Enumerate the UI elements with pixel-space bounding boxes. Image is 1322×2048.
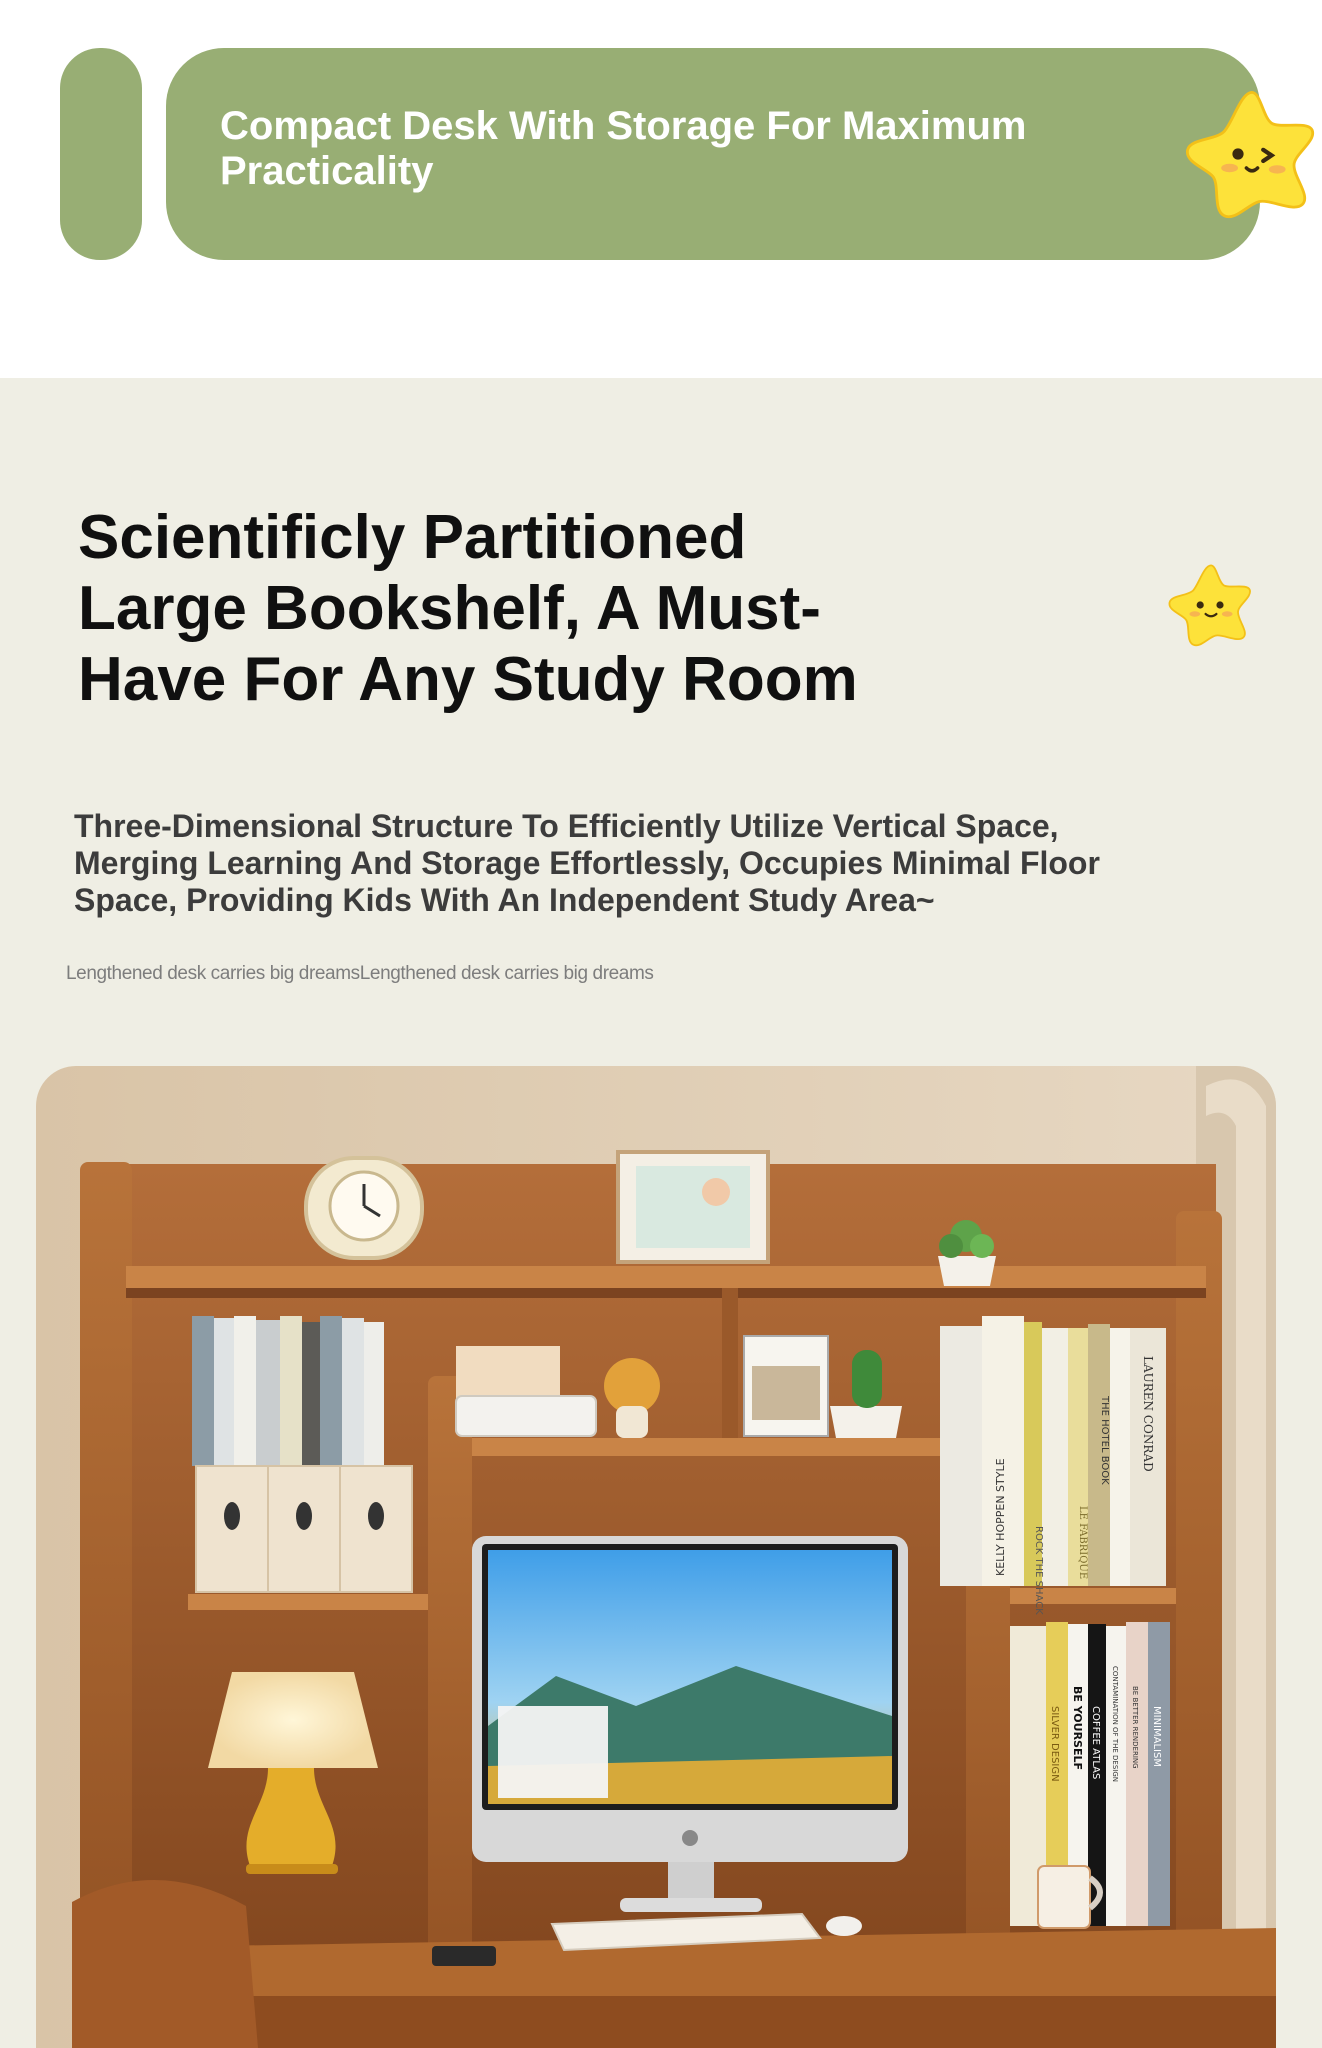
- book-title-silver: SILVER DESIGN: [1049, 1706, 1060, 1782]
- book-title-kelly: KELLY HOPPEN STYLE: [994, 1458, 1007, 1576]
- desk-bookshelf-illustration: [36, 1066, 1276, 2048]
- star-mascot-icon: [1166, 560, 1256, 650]
- book-title-hotel: THE HOTEL BOOK: [1099, 1396, 1110, 1485]
- section-subheading: Three-Dimensional Structure To Efficiently Utilize Vertical Space, Merging Learning And Storage Effortlessly, Occupies Minimal Floor Space, Providing Kids With An Independent Study Area~: [74, 808, 1100, 918]
- banner-side-pill: [60, 48, 142, 260]
- book-title-rock: ROCK THE SHACK: [1033, 1526, 1044, 1615]
- book-title-fabrique: LE FABRIQUE: [1077, 1506, 1088, 1580]
- title-banner: [166, 48, 1260, 260]
- section-caption: Lengthened desk carries big dreamsLengthened desk carries big dreams: [66, 963, 654, 984]
- book-title-contamination: CONTAMINATION OF THE DESIGN: [1111, 1666, 1119, 1782]
- feature-section: [0, 378, 1322, 2048]
- star-mascot-icon: [1182, 84, 1322, 224]
- book-title-minimalism: MINIMALISM: [1151, 1706, 1162, 1767]
- book-title-beyourself: BE YOURSELF: [1071, 1686, 1084, 1771]
- banner-title: Compact Desk With Storage For Maximum Practicality: [220, 104, 1027, 193]
- book-title-lauren: LAUREN CONRAD: [1141, 1356, 1155, 1472]
- clock-icon: [306, 1158, 422, 1258]
- section-heading: Scientificly Partitioned Large Bookshelf, A Must-Have For Any Study Room: [78, 503, 858, 714]
- product-photo: [36, 1066, 1276, 2048]
- book-title-better: BE BETTER RENDERING: [1131, 1686, 1139, 1769]
- apple-logo-icon: [682, 1830, 698, 1846]
- book-title-coffee: COFFEE ATLAS: [1090, 1706, 1101, 1780]
